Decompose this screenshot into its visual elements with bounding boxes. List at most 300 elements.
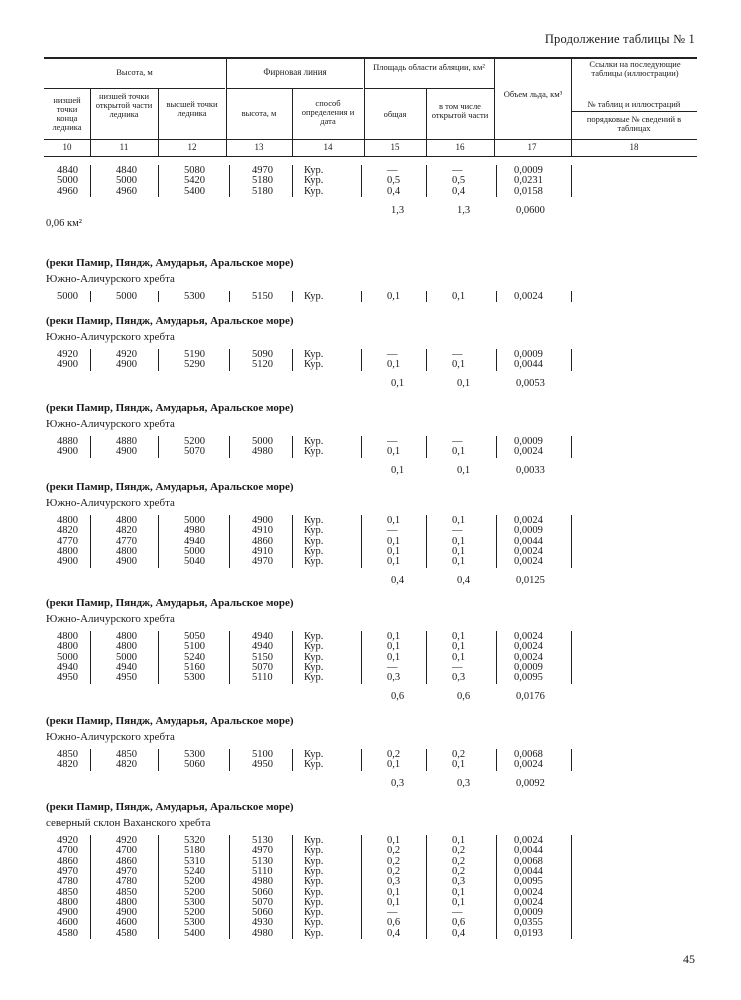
column-rule <box>158 749 159 771</box>
header-refs: Ссылки на последующие таблицы (иллюстрации) <box>589 59 681 78</box>
table-cell: 0,2 <box>387 845 401 857</box>
header-firn-height: высота, м <box>241 108 277 118</box>
table-cell: — <box>387 436 398 447</box>
table-cell: 4580 <box>57 927 78 939</box>
table-cell: 4800 <box>57 515 78 526</box>
table-cell: Кур. <box>304 651 324 663</box>
table-cell: 4700 <box>57 845 78 857</box>
table-cell: Кур. <box>304 661 324 673</box>
column-rule <box>426 515 427 568</box>
table-cell: 0,4 <box>452 185 466 197</box>
table-cell: 0,1 <box>452 759 466 771</box>
table-cell: 0,1 <box>387 545 401 557</box>
table-cell: 4940 <box>252 631 273 642</box>
table-cell: 5040 <box>184 556 205 568</box>
table-cell: 0,0009 <box>514 436 543 447</box>
table-cell: — <box>387 907 398 919</box>
table-cell: 5000 <box>57 651 78 663</box>
table-cell: 0,0355 <box>514 917 543 929</box>
total-value: 1,3 <box>391 205 405 216</box>
section-subtitle: Южно-Аличурского хребта <box>46 613 175 625</box>
column-rule <box>292 349 293 371</box>
table-cell: 5180 <box>184 845 205 857</box>
page-title: Продолжение таблицы № 1 <box>544 32 695 46</box>
table-cell: 0,1 <box>387 359 401 371</box>
table-cell: Кур. <box>304 876 324 888</box>
table-cell: 5300 <box>184 917 205 929</box>
table-cell: 0,0044 <box>514 535 543 547</box>
table-cell: 5060 <box>252 886 273 898</box>
table-cell: 5070 <box>252 661 273 673</box>
column-rule <box>158 165 159 197</box>
column-rule <box>292 436 293 458</box>
table-cell: 0,1 <box>452 556 466 568</box>
table-cell: 5300 <box>184 749 205 760</box>
table-cell: 0,0024 <box>514 896 543 908</box>
table-cell: 0,0024 <box>514 631 543 642</box>
table-cell: 4900 <box>57 446 78 458</box>
table-cell: 4950 <box>252 759 273 771</box>
table-cell: 5070 <box>252 896 273 908</box>
header-divider <box>90 89 91 156</box>
section-title: (реки Памир, Пяндж, Амударья, Аральское море) <box>46 402 294 414</box>
table-cell: 5420 <box>184 175 205 187</box>
table-cell: 0,1 <box>387 515 401 526</box>
table-cell: 4880 <box>57 436 78 447</box>
table-cell: 4930 <box>252 917 273 929</box>
table-cell: 5000 <box>116 651 137 663</box>
table-cell: Кур. <box>304 185 324 197</box>
table-cell: 4780 <box>116 876 137 888</box>
table-cell: 0,4 <box>387 185 401 197</box>
table-cell: 4820 <box>57 525 78 537</box>
table-cell: 0,1 <box>452 535 466 547</box>
table-cell: 4820 <box>57 759 78 771</box>
table-cell: 0,2 <box>452 749 466 760</box>
column-rule <box>90 165 91 197</box>
column-rule <box>158 835 159 939</box>
table-cell: Кур. <box>304 896 324 908</box>
table-cell: 0,5 <box>387 175 401 187</box>
table-cell: 5190 <box>184 349 205 360</box>
area-group-underline <box>364 88 494 89</box>
section-subtitle: Южно-Аличурского хребта <box>46 331 175 343</box>
table-cell: 4800 <box>57 641 78 653</box>
section-title: (реки Памир, Пяндж, Амударья, Аральское море) <box>46 257 294 269</box>
column-number: 10 <box>62 142 72 152</box>
table-cell: 5400 <box>184 185 205 197</box>
table-cell: 0,0024 <box>514 835 543 846</box>
table-cell: 4920 <box>116 835 137 846</box>
table-cell: 4950 <box>116 672 137 684</box>
column-rule <box>571 436 572 458</box>
column-rule <box>158 631 159 684</box>
table-cell: Кур. <box>304 175 324 187</box>
table-cell: 5200 <box>184 876 205 888</box>
column-rule <box>158 515 159 568</box>
header-divider <box>364 57 365 156</box>
table-cell: 4850 <box>116 749 137 760</box>
table-cell: 4800 <box>116 545 137 557</box>
page-number: 45 <box>683 952 695 966</box>
table-cell: 0,2 <box>387 855 401 867</box>
table-cell: 5000 <box>252 436 273 447</box>
table-cell: Кур. <box>304 165 324 176</box>
column-rule <box>229 165 230 197</box>
table-cell: — <box>452 349 463 360</box>
table-cell: 0,4 <box>452 927 466 939</box>
table-cell: 4860 <box>57 855 78 867</box>
table-cell: 4850 <box>57 886 78 898</box>
table-cell: 5000 <box>184 545 205 557</box>
table-cell: Кур. <box>304 907 324 919</box>
table-cell: 5200 <box>184 907 205 919</box>
column-rule <box>426 349 427 371</box>
table-cell: 0,0009 <box>514 661 543 673</box>
total-value: 0,0053 <box>516 377 545 389</box>
table-cell: 5000 <box>116 291 137 302</box>
column-number: 13 <box>254 142 264 152</box>
table-cell: 0,1 <box>387 535 401 547</box>
table-cell: 0,0068 <box>514 749 543 760</box>
table-cell: 4970 <box>252 165 273 176</box>
column-rule <box>496 349 497 371</box>
table-cell: 0,1 <box>452 896 466 908</box>
column-rule <box>361 835 362 939</box>
section-subtitle: Южно-Аличурского хребта <box>46 497 175 509</box>
total-value: 0,4 <box>391 574 405 586</box>
table-cell: 4820 <box>116 759 137 771</box>
total-value: 0,6 <box>457 690 471 702</box>
table-cell: 5240 <box>184 651 205 663</box>
table-cell: 4980 <box>252 446 273 458</box>
firn-group-underline <box>226 88 363 89</box>
column-rule <box>426 835 427 939</box>
column-rule <box>90 515 91 568</box>
column-rule <box>229 749 230 771</box>
table-cell: — <box>452 907 463 919</box>
section-title: (реки Памир, Пяндж, Амударья, Аральское море) <box>46 597 294 609</box>
column-rule <box>496 749 497 771</box>
column-rule <box>571 749 572 771</box>
header-highest: высшей точки ледника <box>166 99 218 118</box>
colnum-rule <box>44 139 697 140</box>
table-cell: 4800 <box>57 896 78 908</box>
table-cell: 4980 <box>184 525 205 537</box>
total-value: 0,0176 <box>516 690 545 702</box>
table-cell: 4860 <box>252 535 273 547</box>
table-cell: 5310 <box>184 855 205 867</box>
table-cell: Кур. <box>304 865 324 877</box>
table-cell: 4850 <box>57 749 78 760</box>
total-value: 0,0600 <box>516 205 545 216</box>
table-cell: 5100 <box>252 749 273 760</box>
table-cell: 5060 <box>252 907 273 919</box>
header-area-group: Площадь области абляции, км² <box>373 62 485 72</box>
total-value: 0,0033 <box>516 464 545 476</box>
table-cell: Кур. <box>304 845 324 857</box>
table-cell: 4970 <box>116 865 137 877</box>
table-cell: 4840 <box>116 165 137 176</box>
column-rule <box>361 631 362 684</box>
table-cell: 4900 <box>116 907 137 919</box>
total-value: 0,0092 <box>516 777 545 789</box>
table-cell: 5180 <box>252 185 273 197</box>
column-rule <box>292 631 293 684</box>
header-divider <box>158 89 159 156</box>
table-cell: 4960 <box>57 185 78 197</box>
table-cell: 0,1 <box>387 446 401 458</box>
table-cell: 4910 <box>252 525 273 537</box>
column-rule <box>292 165 293 197</box>
table-cell: 0,0024 <box>514 515 543 526</box>
table-cell: 5130 <box>252 855 273 867</box>
table-cell: 4600 <box>57 917 78 929</box>
table-cell: 4880 <box>116 436 137 447</box>
column-rule <box>571 165 572 197</box>
header-divider <box>426 89 427 156</box>
table-cell: 5120 <box>252 359 273 371</box>
table-cell: Кур. <box>304 759 324 771</box>
table-cell: 0,0024 <box>514 651 543 663</box>
header-area-total: общая <box>383 109 407 119</box>
table-cell: 4910 <box>252 545 273 557</box>
header-lowest-open: низшей точки открытой части ледника <box>95 91 153 119</box>
header-firn-group: Фирновая линия <box>263 67 327 77</box>
table-cell: — <box>452 436 463 447</box>
table-cell: Кур. <box>304 749 324 760</box>
table-cell: 0,1 <box>387 641 401 653</box>
table-cell: 0,1 <box>452 641 466 653</box>
table-cell: 5060 <box>184 759 205 771</box>
column-rule <box>292 749 293 771</box>
table-cell: Кур. <box>304 556 324 568</box>
table-cell: 5090 <box>252 349 273 360</box>
table-cell: 0,1 <box>452 291 466 302</box>
table-cell: 0,2 <box>387 749 401 760</box>
column-rule <box>158 349 159 371</box>
column-rule <box>426 291 427 302</box>
section-title: (реки Памир, Пяндж, Амударья, Аральское море) <box>46 715 294 727</box>
section-subtitle: Южно-Аличурского хребта <box>46 731 175 743</box>
table-cell: 4970 <box>57 865 78 877</box>
table-cell: — <box>452 661 463 673</box>
table-cell: 5070 <box>184 446 205 458</box>
table-cell: 0,1 <box>387 835 401 846</box>
table-cell: 4920 <box>116 349 137 360</box>
column-rule <box>90 291 91 302</box>
header-bottom-rule <box>44 156 697 157</box>
total-value: 0,4 <box>457 574 471 586</box>
column-rule <box>292 291 293 302</box>
table-cell: — <box>387 525 398 537</box>
table-cell: 5200 <box>184 436 205 447</box>
table-cell: 0,1 <box>387 886 401 898</box>
table-cell: 0,0095 <box>514 672 543 684</box>
table-cell: Кур. <box>304 291 324 302</box>
table-cell: 4920 <box>57 835 78 846</box>
table-cell: Кур. <box>304 436 324 447</box>
table-cell: 0,1 <box>387 896 401 908</box>
table-cell: 4900 <box>116 556 137 568</box>
column-rule <box>496 165 497 197</box>
table-cell: 0,3 <box>387 672 401 684</box>
column-rule <box>361 349 362 371</box>
header-divider <box>494 57 495 156</box>
table-cell: 4980 <box>252 927 273 939</box>
table-cell: 0,0009 <box>514 349 543 360</box>
column-rule <box>426 436 427 458</box>
table-cell: 5290 <box>184 359 205 371</box>
table-cell: — <box>387 661 398 673</box>
table-cell: 0,0044 <box>514 865 543 877</box>
table-cell: 0,0024 <box>514 886 543 898</box>
table-cell: 4770 <box>116 535 137 547</box>
column-rule <box>361 436 362 458</box>
column-rule <box>426 749 427 771</box>
table-cell: 5400 <box>184 927 205 939</box>
table-cell: 5000 <box>57 175 78 187</box>
table-cell: 0,0231 <box>514 175 543 187</box>
table-cell: 5300 <box>184 896 205 908</box>
table-cell: 4900 <box>57 556 78 568</box>
table-cell: Кур. <box>304 631 324 642</box>
table-cell: 4950 <box>57 672 78 684</box>
table-cell: 4940 <box>116 661 137 673</box>
table-cell: 4820 <box>116 525 137 537</box>
table-cell: 5150 <box>252 651 273 663</box>
table-cell: Кур. <box>304 349 324 360</box>
table-cell: 0,3 <box>452 876 466 888</box>
area-note: 0,06 км² <box>46 218 82 229</box>
table-cell: 5300 <box>184 291 205 302</box>
section-subtitle: северный склон Ваханского хребта <box>46 817 211 829</box>
total-value: 0,1 <box>391 464 405 476</box>
table-cell: 0,1 <box>452 446 466 458</box>
column-rule <box>361 515 362 568</box>
table-cell: 0,0044 <box>514 359 543 371</box>
table-cell: 0,1 <box>387 759 401 771</box>
total-value: 0,3 <box>457 777 471 789</box>
table-cell: 4800 <box>57 631 78 642</box>
table-cell: 4940 <box>184 535 205 547</box>
table-cell: 0,4 <box>387 927 401 939</box>
table-cell: 0,1 <box>387 556 401 568</box>
table-cell: 0,0024 <box>514 446 543 458</box>
table-cell: Кур. <box>304 855 324 867</box>
table-cell: 5080 <box>184 165 205 176</box>
column-rule <box>361 291 362 302</box>
table-cell: Кур. <box>304 927 324 939</box>
total-value: 1,3 <box>457 205 471 216</box>
section-subtitle: Южно-Аличурского хребта <box>46 273 175 285</box>
table-cell: 4800 <box>116 515 137 526</box>
table-cell: 5320 <box>184 835 205 846</box>
table-cell: — <box>387 349 398 360</box>
table-cell: 4900 <box>116 359 137 371</box>
table-cell: 0,1 <box>387 631 401 642</box>
table-cell: 4940 <box>252 641 273 653</box>
table-cell: 4960 <box>116 185 137 197</box>
table-cell: 4700 <box>116 845 137 857</box>
table-cell: 4800 <box>57 545 78 557</box>
table-cell: 0,1 <box>452 835 466 846</box>
table-cell: 5300 <box>184 672 205 684</box>
column-rule <box>229 515 230 568</box>
table-cell: 0,0024 <box>514 291 543 302</box>
table-cell: 0,1 <box>452 359 466 371</box>
header-ice-volume: Объем льда, км³ <box>503 89 563 99</box>
header-area-open: в том числе открытой части <box>431 101 489 120</box>
table-cell: — <box>452 165 463 176</box>
table-cell: 0,0009 <box>514 907 543 919</box>
table-cell: 0,0024 <box>514 556 543 568</box>
column-rule <box>426 631 427 684</box>
table-cell: 4800 <box>116 641 137 653</box>
table-cell: Кур. <box>304 535 324 547</box>
column-rule <box>229 291 230 302</box>
table-cell: 0,0024 <box>514 641 543 653</box>
table-cell: 4900 <box>252 515 273 526</box>
column-rule <box>496 436 497 458</box>
column-rule <box>496 631 497 684</box>
table-cell: 0,1 <box>452 631 466 642</box>
total-value: 0,6 <box>391 690 405 702</box>
table-cell: 4580 <box>116 927 137 939</box>
table-cell: 0,1 <box>452 545 466 557</box>
table-cell: Кур. <box>304 525 324 537</box>
table-cell: 4900 <box>57 907 78 919</box>
table-cell: Кур. <box>304 917 324 929</box>
table-cell: Кур. <box>304 515 324 526</box>
table-cell: Кур. <box>304 545 324 557</box>
column-rule <box>229 349 230 371</box>
table-cell: Кур. <box>304 446 324 458</box>
section-subtitle: Южно-Аличурского хребта <box>46 418 175 430</box>
header-refs-tables: № таблиц и иллюстраций <box>587 99 681 109</box>
table-cell: 4800 <box>116 896 137 908</box>
table-cell: 0,6 <box>387 917 401 929</box>
column-number: 18 <box>629 142 639 152</box>
table-cell: 5050 <box>184 631 205 642</box>
column-rule <box>571 349 572 371</box>
header-lowest: низшей точки конца ледника <box>52 95 82 132</box>
table-cell: 5130 <box>252 835 273 846</box>
table-cell: 0,0024 <box>514 759 543 771</box>
table-cell: 4970 <box>252 845 273 857</box>
column-rule <box>496 291 497 302</box>
column-rule <box>90 835 91 939</box>
header-refs-ordinal: порядковые № сведений в таблицах <box>586 114 682 133</box>
section-title: (реки Памир, Пяндж, Амударья, Аральское море) <box>46 481 294 493</box>
table-cell: 0,0193 <box>514 927 543 939</box>
table-cell: Кур. <box>304 672 324 684</box>
table-cell: — <box>452 525 463 537</box>
table-cell: 0,1 <box>387 651 401 663</box>
table-cell: 0,0044 <box>514 845 543 857</box>
total-value: 0,1 <box>457 464 471 476</box>
column-rule <box>229 631 230 684</box>
table-cell: Кур. <box>304 835 324 846</box>
table-cell: 5240 <box>184 865 205 877</box>
table-cell: 0,2 <box>387 865 401 877</box>
table-cell: 4850 <box>116 886 137 898</box>
table-cell: 0,1 <box>452 886 466 898</box>
table-cell: 0,1 <box>387 291 401 302</box>
table-cell: 5000 <box>57 291 78 302</box>
table-cell: — <box>387 165 398 176</box>
table-cell: 0,0024 <box>514 545 543 557</box>
